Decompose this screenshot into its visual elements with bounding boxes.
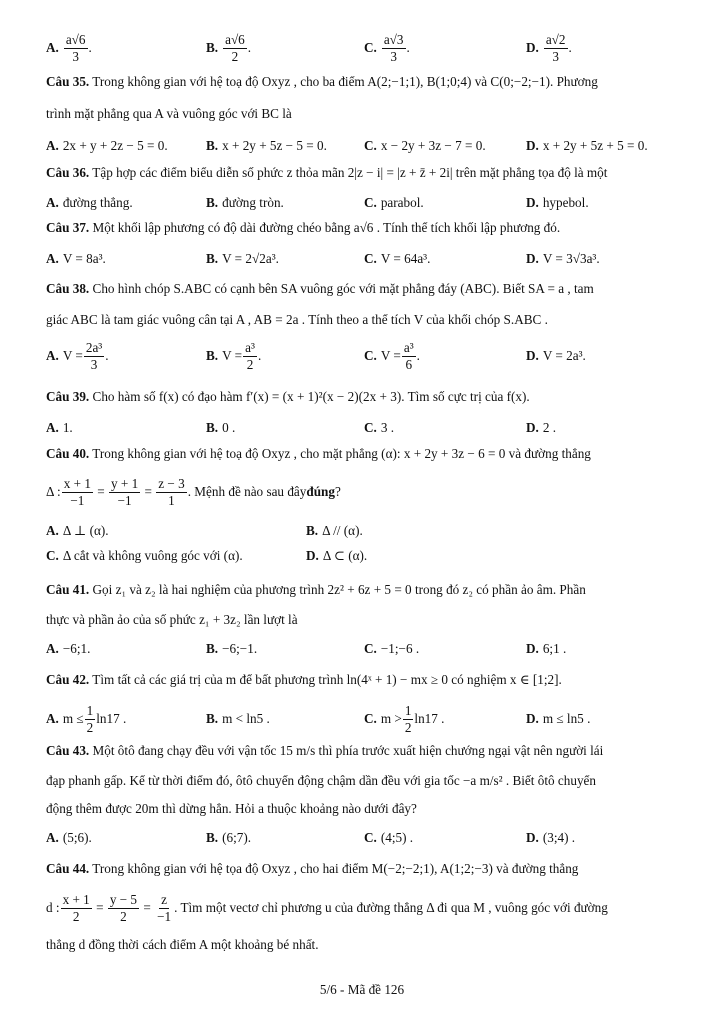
q44-stem-line-2: d : $\frac{x + 1}{2}$ = $\frac{y - 5}{2}$ = $\frac{z}{-1}$ . Tìm một vectơ chỉ phương u của đường thẳng Δ đi qua M , vuông góc với đường	[46, 892, 608, 924]
q38-option-c[interactable]: C. V = $\frac{\text{a³}}{6}$ .	[364, 340, 420, 372]
q40-option-c[interactable]: C. Δ cắt và không vuông góc với (α).	[46, 548, 243, 563]
q43-option-a[interactable]: A. (5;6).	[46, 830, 92, 845]
q35-option-d[interactable]: D. x + 2y + 5z + 5 = 0.	[526, 138, 648, 153]
q44-stem-line-1: Câu 44. Trong không gian với hệ tọa độ Oxyz , cho hai điểm M(−2;−2;1), A(1;2;−3) và đường thẳng	[46, 861, 579, 876]
q43-option-c[interactable]: C. (4;5) .	[364, 830, 414, 845]
q35-stem-line-2: trình mặt phẳng qua A và vuông góc với BC là	[46, 106, 292, 121]
q39-options	[46, 412, 684, 444]
q36-options	[46, 187, 684, 219]
q43-option-d[interactable]: D. (3;4) .	[526, 830, 576, 845]
q41-option-d[interactable]: D. 6;1 .	[526, 641, 567, 656]
q40-stem-line-1: Câu 40. Trong không gian với hệ toạ độ Oxyz , cho mặt phẳng (α): x + 2y + 3z − 6 = 0 và đường thẳng	[46, 446, 591, 461]
q42-option-a[interactable]: A. m ≤ $\frac{1}{2}$ ln17 .	[46, 703, 127, 735]
q42-option-c[interactable]: C. m > $\frac{1}{2}$ ln17 .	[364, 703, 445, 735]
q34-option-b[interactable]: B. $\frac{a√6}{2}$ .	[206, 32, 252, 64]
q43-stem-line-2: đạp phanh gấp. Kể từ thời điểm đó, ôtô chuyển động chậm dần đều với gia tốc −a m/s² . Biết ôtô chuyển	[46, 773, 596, 788]
q40-option-b[interactable]: B. Δ // (α).	[306, 523, 363, 538]
q41-stem-line-2: thực và phần ảo của số phức z₁ + 3z₂ lần lượt là	[46, 612, 298, 627]
q37-option-b[interactable]: B. V = 2√2a³.	[206, 251, 279, 266]
q44-stem-line-3: thẳng d đồng thời cách điểm A một khoảng bé nhất.	[46, 937, 319, 952]
q42-stem-line-1: Câu 42. Tìm tất cả các giá trị của m để bất phương trình ln(4ˣ + 1) − mx ≥ 0 có nghiệm x ∈ [1;2].	[46, 672, 562, 687]
q37-options	[46, 243, 684, 275]
q42-option-d[interactable]: D. m ≤ ln5 .	[526, 711, 591, 726]
q39-option-a[interactable]: A. 1.	[46, 420, 73, 435]
q43-stem-line-1: Câu 43. Một ôtô đang chạy đều với vận tốc 15 m/s thì phía trước xuất hiện chướng ngại vật nên người lái	[46, 743, 604, 758]
q37-option-d[interactable]: D. V = 3√3a³.	[526, 251, 600, 266]
q34-option-d[interactable]: D. $\frac{a√2}{3}$ .	[526, 32, 572, 64]
q41-option-c[interactable]: C. −1;−6 .	[364, 641, 420, 656]
q43-options	[46, 822, 684, 854]
q40-options-row-2	[46, 543, 684, 569]
q36-option-b[interactable]: B. đường tròn.	[206, 195, 284, 210]
q43-stem-line-3: động thêm được 20m thì dừng hẳn. Hỏi a thuộc khoảng nào dưới đây?	[46, 801, 417, 816]
q37-option-c[interactable]: C. V = 64a³.	[364, 251, 431, 266]
q37-stem-line-1: Câu 37. Một khối lập phương có độ dài đường chéo bằng a√6 . Tính thể tích khối lập phương đó.	[46, 220, 561, 235]
q41-stem-line-1: Câu 41. Gọi z₁ và z₂ là hai nghiệm của phương trình 2z² + 6z + 5 = 0 trong đó z₂ có phần ảo âm. Phần	[46, 582, 586, 597]
q40-option-a[interactable]: A. Δ ⊥ (α).	[46, 523, 109, 538]
q34-options	[46, 28, 684, 68]
q42-option-b[interactable]: B. m < ln5 .	[206, 711, 270, 726]
page-footer: 5/6 - Mã đề 126	[319, 982, 405, 997]
q42-options	[46, 700, 684, 738]
q35-options	[46, 130, 684, 162]
q39-option-d[interactable]: D. 2 .	[526, 420, 557, 435]
q43-option-b[interactable]: B. (6;7).	[206, 830, 252, 845]
q35-option-b[interactable]: B. x + 2y + 5z − 5 = 0.	[206, 138, 327, 153]
q38-stem-line-2: giác ABC là tam giác vuông cân tại A , AB = 2a . Tính theo a thể tích V của khối chóp S.ABC .	[46, 312, 548, 327]
q39-option-c[interactable]: C. 3 .	[364, 420, 395, 435]
q40-options-row-1	[46, 518, 684, 544]
q36-option-a[interactable]: A. đường thẳng.	[46, 195, 133, 210]
q38-stem-line-1: Câu 38. Cho hình chóp S.ABC có cạnh bên SA vuông góc với mặt phẳng đáy (ABC). Biết SA = a , tam	[46, 281, 594, 296]
q35-option-c[interactable]: C. x − 2y + 3z − 7 = 0.	[364, 138, 486, 153]
q39-option-b[interactable]: B. 0 .	[206, 420, 236, 435]
q41-option-b[interactable]: B. −6;−1.	[206, 641, 258, 656]
q36-option-d[interactable]: D. hypebol.	[526, 195, 589, 210]
q41-option-a[interactable]: A. −6;1.	[46, 641, 91, 656]
q34-option-c[interactable]: C. $\frac{a√3}{3}$ .	[364, 32, 410, 64]
q34-option-a[interactable]: A. $\frac{a√6}{3}$ .	[46, 32, 92, 64]
q36-option-c[interactable]: C. parabol.	[364, 195, 424, 210]
q35-stem-line-1: Câu 35. Trong không gian với hệ toạ độ Oxyz , cho ba điểm A(2;−1;1), B(1;0;4) và C(0;−2;−1). Phương	[46, 74, 598, 89]
q40-stem-line-2: Δ : $\frac{x + 1}{-1}$ = $\frac{y + 1}{-1}$ = $\frac{z - 3}{1}$ . Mệnh đề nào sau đây đúng ?	[46, 476, 341, 508]
q40-option-d[interactable]: D. Δ ⊂ (α).	[306, 548, 368, 563]
q36-stem-line-1: Câu 36. Tập hợp các điểm biểu diễn số phức z thỏa mãn 2|z − i| = |z + z̄ + 2i| trên mặt phẳng tọa độ là một	[46, 165, 608, 180]
q39-stem-line-1: Câu 39. Cho hàm số f(x) có đạo hàm f′(x) = (x + 1)²(x − 2)(2x + 3). Tìm số cực trị của f(x).	[46, 389, 530, 404]
q38-option-d[interactable]: D. V = 2a³.	[526, 348, 586, 363]
q35-option-a[interactable]: A. 2x + y + 2z − 5 = 0.	[46, 138, 168, 153]
q38-options	[46, 336, 684, 376]
q38-option-b[interactable]: B. V = $\frac{\text{a³}}{2}$ .	[206, 340, 262, 372]
q38-option-a[interactable]: A. V = $\frac{\text{2a³}}{3}$ .	[46, 340, 109, 372]
q37-option-a[interactable]: A. V = 8a³.	[46, 251, 106, 266]
q41-options	[46, 633, 684, 665]
